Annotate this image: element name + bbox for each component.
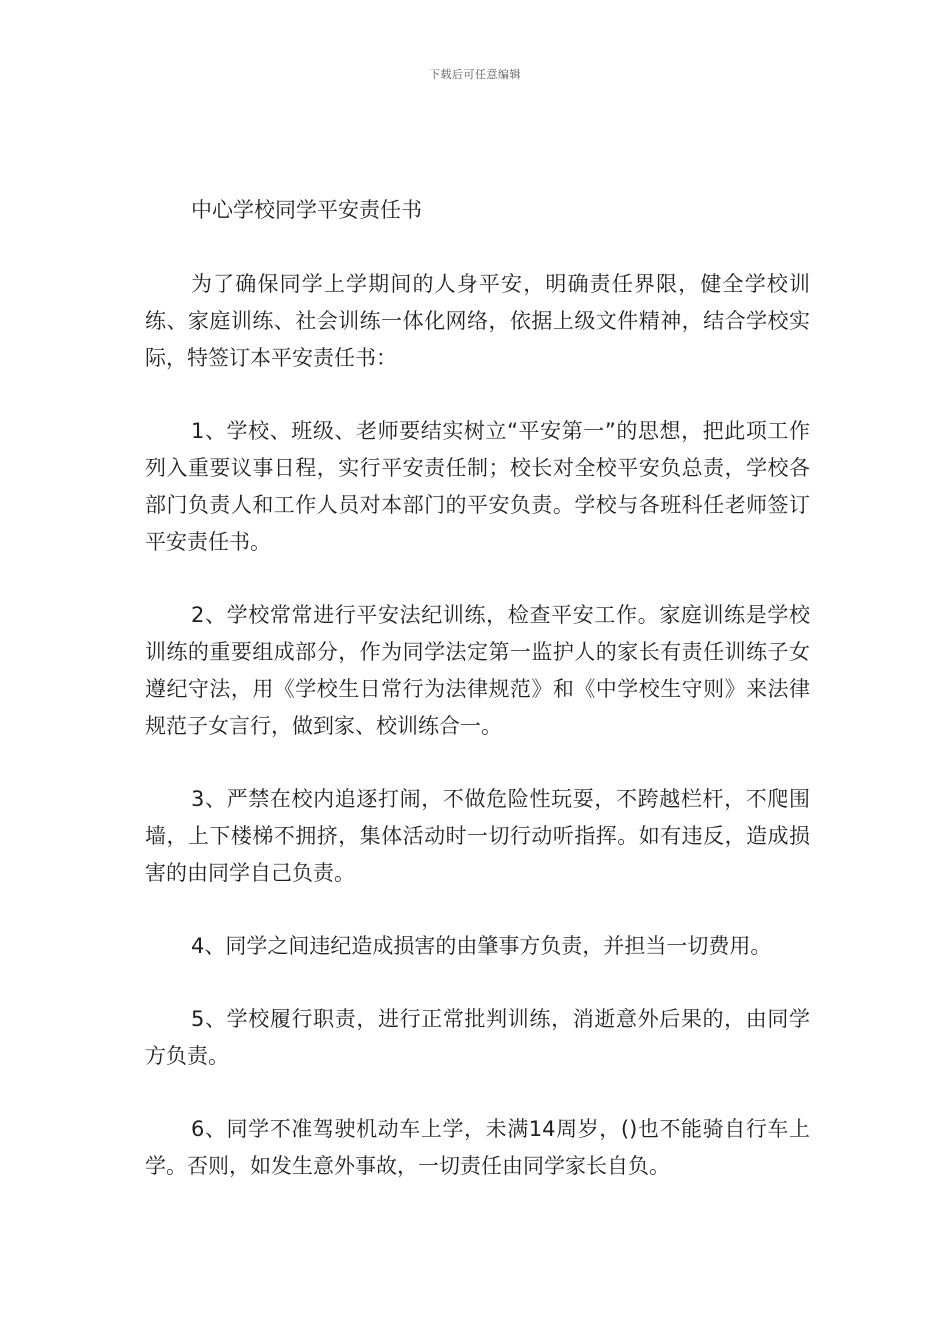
clause-6: 6、同学不准驾驶机动车上学，未满14周岁，()也不能骑自行车上学。否则，如发生意外事故，一切责任由同学家长自负。 [145,1117,810,1178]
header-note: 下载后可任意编辑 [429,68,521,81]
document-body [145,192,810,1185]
clause-5: 5、学校履行职责，进行正常批判训练，消逝意外后果的，由同学方负责。 [145,1007,810,1068]
document-title: 中心学校同学平安责任书 [191,198,422,222]
clause-3: 3、严禁在校内追逐打闹，不做危险性玩耍，不跨越栏杆，不爬围墙，上下楼梯不拥挤，集体活动时一切行动听指挥。如有违反，造成损害的由同学自己负责。 [145,787,810,885]
clause-2: 2、学校常常进行平安法纪训练，检查平安工作。家庭训练是学校训练的重要组成部分，作为同学法定第一监护人的家长有责任训练子女遵纪守法，用《学校生日常行为法律规范》和《中学校生守则》来法律规范子女言行，做到家、校训练合一。 [145,603,810,738]
clause-1: 1、学校、班级、老师要结实树立“平安第一”的思想，把此项工作列入重要议事日程，实行平安责任制；校长对全校平安负总责，学校各部门负责人和工作人员对本部门的平安负责。学校与各班科任老师签订平安责任书。 [145,419,810,554]
clause-4: 4、同学之间违纪造成损害的由肇事方负责，并担当一切费用。 [191,934,772,958]
intro-paragraph: 为了确保同学上学期间的人身平安，明确责任界限，健全学校训练、家庭训练、社会训练一体化网络，依据上级文件精神，结合学校实际，特签订本平安责任书： [145,272,810,370]
